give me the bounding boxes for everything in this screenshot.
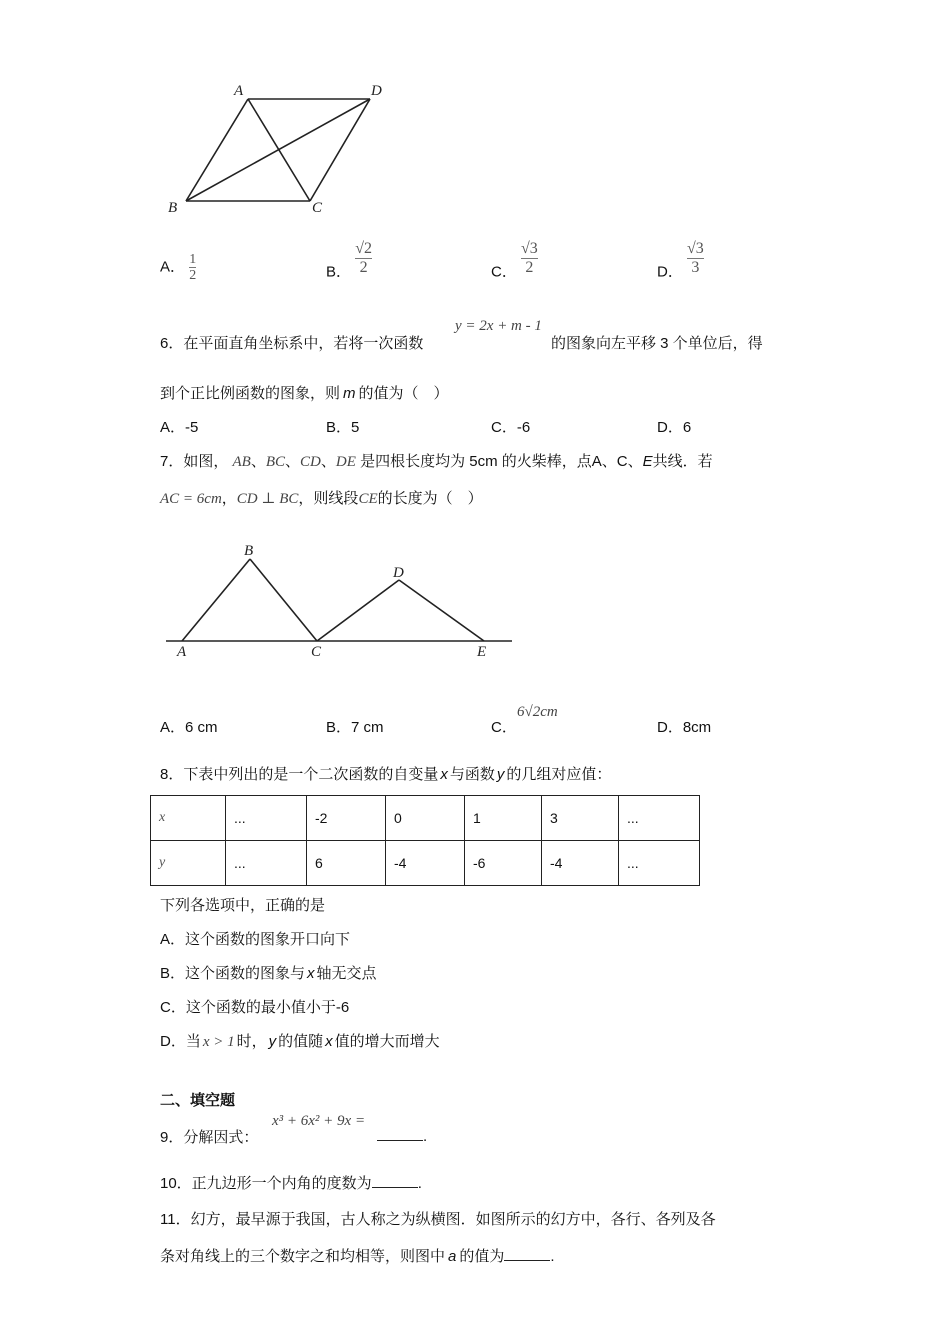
q6-line2 bbox=[160, 382, 449, 403]
match-label-e: E bbox=[477, 644, 487, 660]
answer-blank[interactable] bbox=[377, 1126, 423, 1141]
q9-formula: x³ + 6x² + 9x = bbox=[272, 1113, 366, 1129]
var-y: y bbox=[268, 1033, 277, 1050]
cond-perp: CD ⊥ BC bbox=[236, 491, 299, 507]
q6-line1-start: 6．在平面直角坐标系中，若将一次函数 bbox=[160, 335, 424, 352]
option-letter: D． bbox=[657, 263, 683, 281]
rhombus-label-a: A bbox=[234, 83, 244, 99]
q8-b-pre: B．这个函数的图象与 bbox=[160, 965, 306, 982]
answer-blank[interactable] bbox=[504, 1246, 550, 1261]
numerator: √3 bbox=[687, 240, 704, 257]
q9-answer-blank[interactable] bbox=[377, 1126, 427, 1145]
denominator: 2 bbox=[359, 259, 368, 276]
q8-option-c: C．这个函数的最小值小于-6 bbox=[160, 999, 350, 1016]
q8-d-mid: 时， bbox=[236, 1033, 267, 1050]
table-cell: 0 bbox=[386, 796, 465, 841]
q7-line2-post: 的长度为（ ） bbox=[377, 490, 483, 507]
q7-option-b: B．7 cm bbox=[326, 719, 384, 736]
q6-line2-text: 到个正比例函数的图象，则 bbox=[160, 385, 341, 402]
q8-d-pre: D．当 bbox=[160, 1033, 201, 1050]
fraction bbox=[355, 240, 372, 277]
q8-b-post: 轴无交点 bbox=[316, 965, 377, 982]
section-title-fill-in: 二、填空题 bbox=[160, 1092, 236, 1109]
table-cell: -6 bbox=[465, 841, 542, 886]
q10 bbox=[160, 1172, 422, 1193]
option-letter: A． bbox=[160, 258, 186, 276]
separator: 、 bbox=[250, 453, 266, 470]
period: . bbox=[423, 1128, 428, 1145]
q5-option-b bbox=[326, 240, 372, 281]
table-cell: -2 bbox=[307, 796, 386, 841]
q6-option-a: A．-5 bbox=[160, 419, 199, 436]
table-cell: ... bbox=[619, 796, 700, 841]
seg-bc: BC bbox=[265, 454, 286, 470]
table-row bbox=[151, 796, 700, 841]
denominator: 2 bbox=[525, 259, 534, 276]
q8-option-d bbox=[160, 1030, 440, 1051]
q11-line2-post: 的值为 bbox=[459, 1248, 505, 1265]
q8-d-post: 值的增大而增大 bbox=[334, 1033, 440, 1050]
table-cell: ... bbox=[226, 796, 307, 841]
var-x: x bbox=[440, 766, 448, 783]
rhombus-label-d: D bbox=[371, 83, 382, 99]
denominator: 2 bbox=[189, 268, 197, 283]
seg-ab: AB bbox=[232, 454, 251, 470]
q10-text: 10．正九边形一个内角的度数为 bbox=[160, 1175, 372, 1192]
seg-cd: CD bbox=[300, 454, 321, 470]
q8-d-mid2: 的值随 bbox=[278, 1033, 324, 1050]
q7-option-a: A．6 cm bbox=[160, 719, 218, 736]
q7-points: A、C、 bbox=[591, 453, 643, 470]
table-cell: -4 bbox=[542, 841, 619, 886]
separator: 、 bbox=[320, 453, 336, 470]
fraction bbox=[687, 240, 704, 277]
table-cell: y bbox=[151, 841, 226, 886]
table-cell: ... bbox=[619, 841, 700, 886]
comma: ， bbox=[221, 490, 237, 507]
table-row bbox=[151, 841, 700, 886]
q5-option-a bbox=[160, 252, 196, 283]
option-letter: B． bbox=[326, 263, 352, 281]
fraction bbox=[521, 240, 538, 277]
numerator: 1 bbox=[189, 252, 197, 267]
seg-de: DE bbox=[335, 454, 356, 470]
q7-line1 bbox=[160, 450, 713, 471]
q8-stem-pre: 8．下表中列出的是一个二次函数的自变量 bbox=[160, 766, 439, 783]
option-letter: C． bbox=[491, 263, 517, 281]
q7-mid: 是四根长度均为 5cm 的火柴棒，点 bbox=[360, 453, 592, 470]
table-cell: -4 bbox=[386, 841, 465, 886]
q7-line2 bbox=[160, 487, 483, 508]
match-label-b: B bbox=[244, 543, 254, 559]
rhombus-figure bbox=[160, 78, 400, 218]
q8-option-b bbox=[160, 962, 377, 983]
table-cell: 6 bbox=[307, 841, 386, 886]
seg-ce: CE bbox=[358, 491, 378, 507]
table-cell: 1 bbox=[465, 796, 542, 841]
cond-x-gt-1: x > 1 bbox=[202, 1034, 235, 1050]
q6-option-c: C．-6 bbox=[491, 419, 531, 436]
q7-option-c-value: 6√2cm bbox=[517, 704, 558, 720]
var-m: m bbox=[343, 385, 356, 402]
separator: 、 bbox=[285, 453, 301, 470]
q8-stem-post: 的几组对应值： bbox=[506, 766, 612, 783]
q8-stem bbox=[160, 763, 611, 784]
numerator: √2 bbox=[355, 240, 372, 257]
q8-stem-mid: 与函数 bbox=[449, 766, 495, 783]
var-a: a bbox=[448, 1248, 457, 1265]
period: . bbox=[550, 1248, 555, 1265]
q8-prompt: 下列各选项中，正确的是 bbox=[160, 897, 326, 914]
matchstick-figure bbox=[160, 535, 520, 665]
var-x: x bbox=[307, 965, 315, 982]
fraction bbox=[189, 252, 196, 283]
period: . bbox=[417, 1175, 422, 1192]
match-label-d: D bbox=[393, 565, 404, 581]
rhombus-label-b: B bbox=[168, 200, 178, 216]
q7-option-c: C． bbox=[491, 719, 517, 736]
q11-line1: 11．幻方，最早源于我国，古人称之为纵横图．如图所示的幻方中，各行、各列及各 bbox=[160, 1211, 716, 1228]
q7-line2-mid: ，则线段 bbox=[298, 490, 359, 507]
q5-option-d bbox=[657, 240, 704, 281]
q11-line2 bbox=[160, 1245, 555, 1266]
numerator: √3 bbox=[521, 240, 538, 257]
q7-option-d: D．8cm bbox=[657, 719, 712, 736]
table-cell: 3 bbox=[542, 796, 619, 841]
var-y: y bbox=[496, 766, 505, 783]
q5-option-c bbox=[491, 240, 538, 281]
point-e: E bbox=[642, 453, 653, 470]
q8-option-a: A．这个函数的图象开口向下 bbox=[160, 931, 351, 948]
q6-option-b: B．5 bbox=[326, 419, 360, 436]
denominator: 3 bbox=[691, 259, 700, 276]
match-label-a: A bbox=[177, 644, 187, 660]
match-label-c: C bbox=[311, 644, 322, 660]
values-table bbox=[150, 795, 700, 886]
cond-ac: AC = 6cm bbox=[160, 491, 222, 507]
q7-intro: 7．如图， bbox=[160, 453, 229, 470]
table-cell: ... bbox=[226, 841, 307, 886]
q6-option-d: D．6 bbox=[657, 419, 692, 436]
var-x: x bbox=[325, 1033, 333, 1050]
table-cell: x bbox=[151, 796, 226, 841]
q6-line2-post: 的值为（ ） bbox=[358, 385, 449, 402]
q7-post: 共线．若 bbox=[652, 453, 713, 470]
q11-line2-pre: 条对角线上的三个数字之和均相等，则图中 bbox=[160, 1248, 446, 1265]
q6-line1-end: 的图象向左平移 3 个单位后，得 bbox=[551, 335, 763, 352]
q9-label: 9．分解因式： bbox=[160, 1129, 259, 1146]
q6-formula: y = 2x + m - 1 bbox=[455, 318, 542, 334]
answer-blank[interactable] bbox=[372, 1173, 418, 1188]
rhombus-label-c: C bbox=[312, 200, 323, 216]
